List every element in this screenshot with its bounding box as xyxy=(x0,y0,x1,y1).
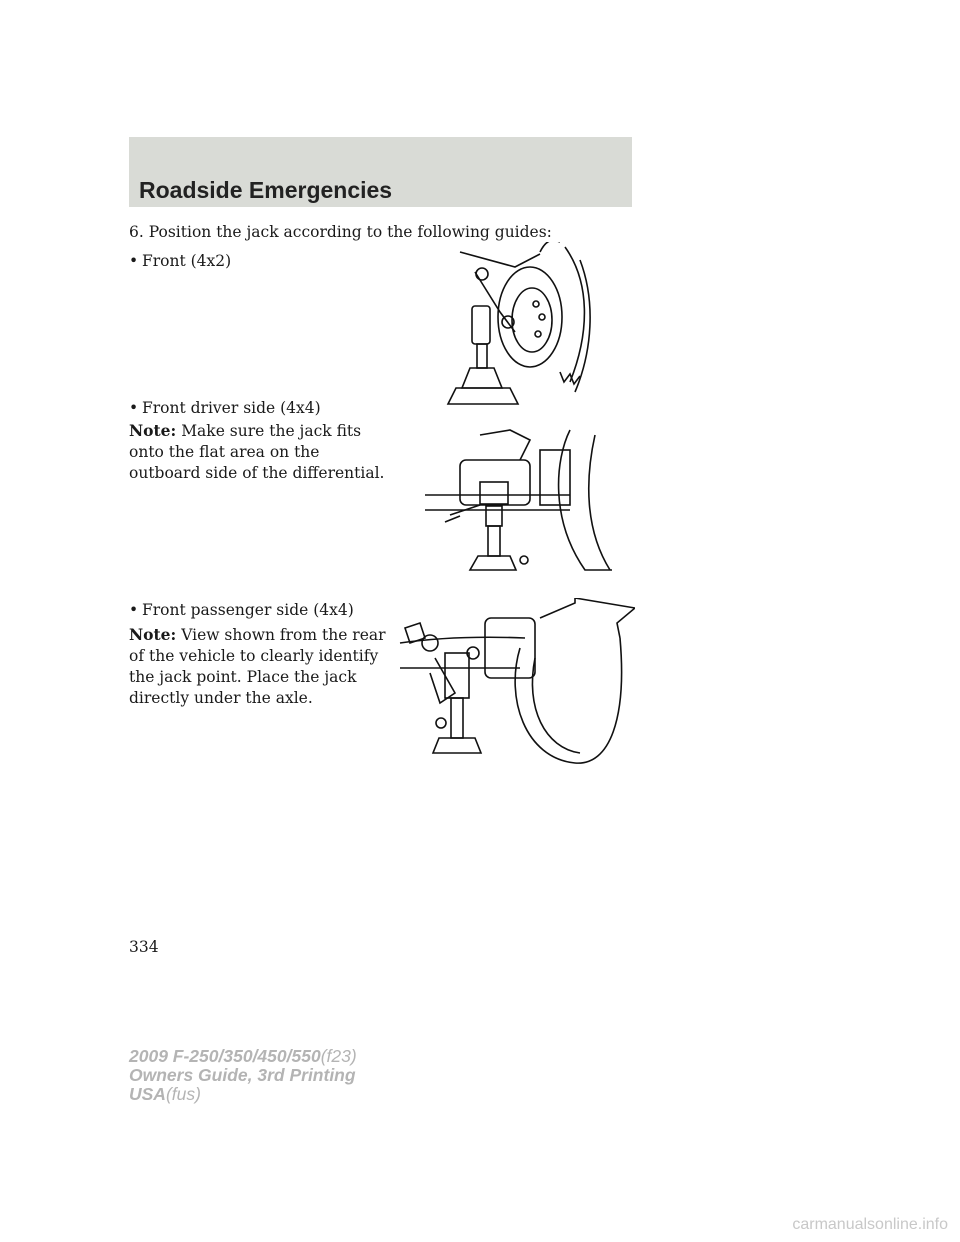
guide-front-4x2 xyxy=(129,251,231,272)
note-driver-side xyxy=(129,420,389,484)
front-passenger-4x4-jack-illustration xyxy=(395,598,635,768)
footer-model-code: (f23) xyxy=(320,1046,357,1066)
section-title: Roadside Emergencies xyxy=(139,177,393,203)
note-label: Note: xyxy=(129,421,177,440)
front-driver-4x4-jack-illustration xyxy=(420,420,615,582)
bullet: • xyxy=(129,252,139,270)
guide-label: Front passenger side (4x4) xyxy=(142,601,354,619)
bullet: • xyxy=(129,399,139,417)
footer-guide: Owners Guide, 3rd Printing xyxy=(129,1065,356,1085)
guide-label: Front (4x2) xyxy=(142,252,232,270)
page-number: 334 xyxy=(129,938,159,956)
guide-front-passenger-4x4 xyxy=(129,600,354,621)
note-passenger-side xyxy=(129,624,389,709)
note-label: Note: xyxy=(129,625,177,644)
footer-region-code: (fus) xyxy=(165,1084,201,1104)
footer-region: USA xyxy=(129,1084,166,1104)
guide-front-driver-4x4 xyxy=(129,398,321,419)
bullet: • xyxy=(129,601,139,619)
note-text: View shown from the rear of the vehicle to clearly identify the jack point. Place the jack directly under the axle. xyxy=(129,626,386,707)
footer-model: 2009 F-250/350/450/550 xyxy=(129,1046,321,1066)
footer xyxy=(129,1047,357,1104)
step-instruction: 6. Position the jack according to the following guides: xyxy=(129,223,552,241)
guide-label: Front driver side (4x4) xyxy=(142,399,321,417)
watermark: carmanualsonline.info xyxy=(792,1216,948,1233)
front-4x2-jack-illustration xyxy=(420,242,600,410)
note-text: Make sure the jack fits onto the flat area on the outboard side of the differential. xyxy=(129,422,385,482)
